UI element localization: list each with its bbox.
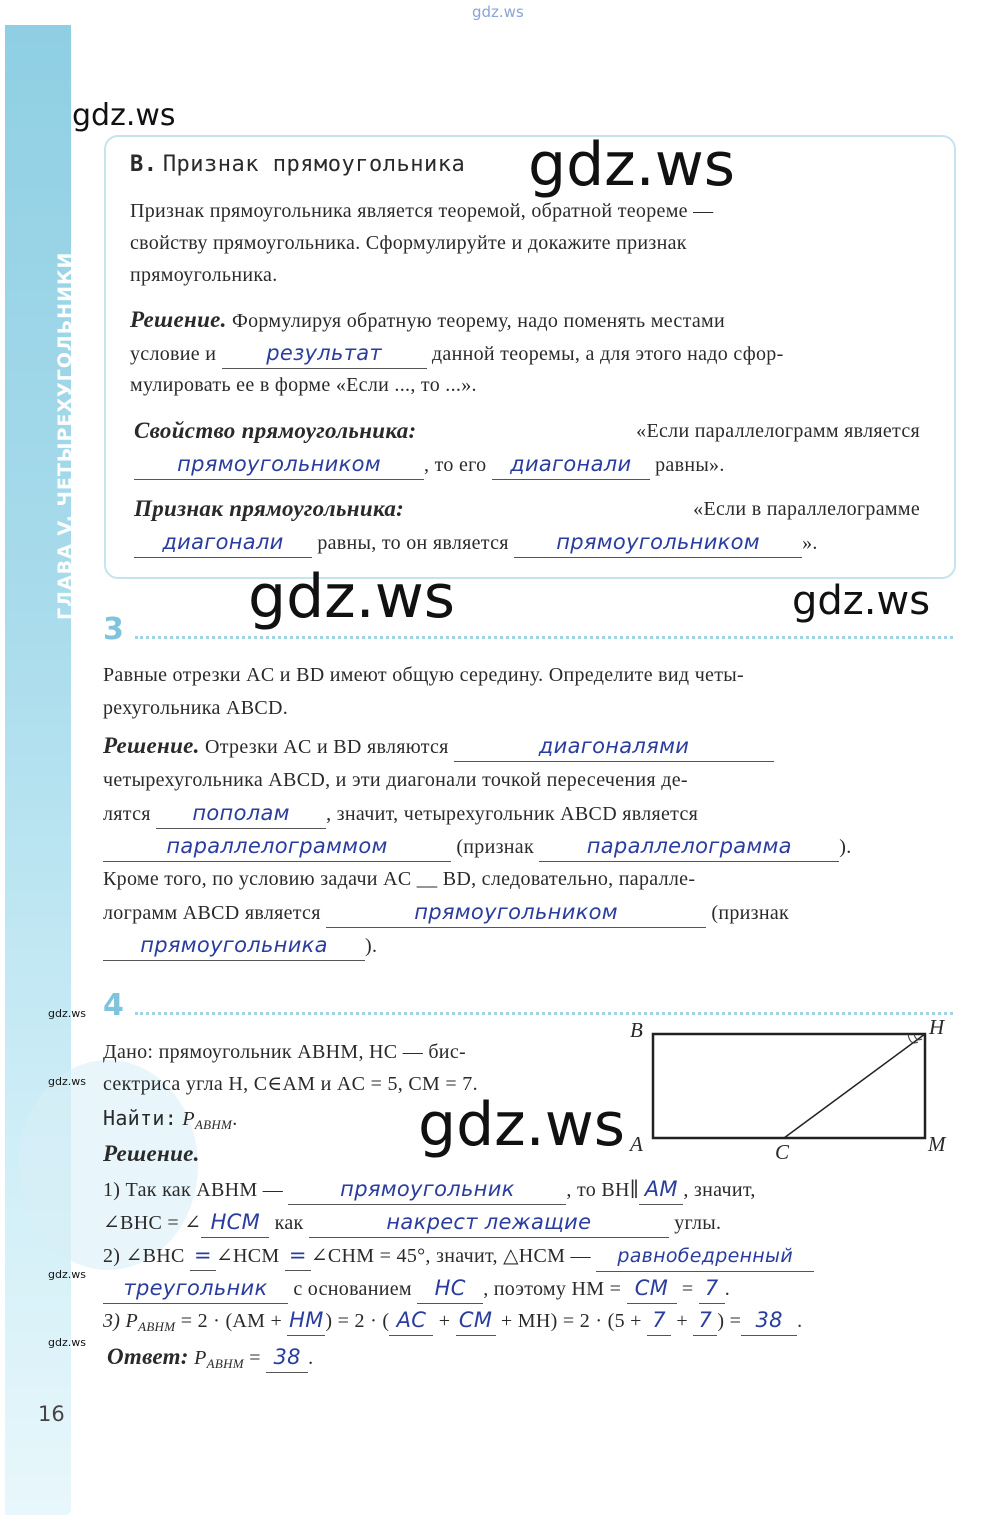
handwritten-answer: параллелограммом xyxy=(103,831,451,862)
handwritten-answer: прямоугольником xyxy=(514,527,802,558)
handwritten-answer: результат xyxy=(222,338,427,369)
task3-question-line: Равные отрезки AC и BD имеют общую середину. Определите вид четы- xyxy=(103,664,744,686)
rectangle-abhm xyxy=(653,1034,925,1138)
task4-solution-label: Решение. xyxy=(103,1141,200,1166)
chapter-sidebar xyxy=(5,25,71,1515)
handwritten-answer: AM xyxy=(639,1174,683,1205)
task3-solution-line: Решение. Отрезки AC и BD являются диагоналями xyxy=(103,731,774,762)
task4-given-line: Дано: прямоугольник ABHM, HC — бис- xyxy=(103,1041,466,1063)
watermark-small: gdz.ws xyxy=(48,1007,86,1020)
task4-find-line: Найти: $P_{ABHM}$. xyxy=(103,1106,238,1132)
section-b-text-line: свойству прямоугольника. Сформулируйте и докажите признак xyxy=(130,232,687,254)
page-number: 16 xyxy=(38,1402,65,1426)
handwritten-answer: 7 xyxy=(693,1305,717,1336)
handwritten-answer: треугольник xyxy=(103,1273,288,1304)
handwritten-answer: диагонали xyxy=(492,449,650,480)
handwritten-answer: равнобедренный xyxy=(596,1241,814,1272)
handwritten-answer: диагоналями xyxy=(454,731,774,762)
task3-solution-line: лятся пополам , значит, четырехугольник ABCD является xyxy=(103,798,698,829)
watermark-small: gdz.ws xyxy=(48,1075,86,1088)
vertex-label-m: M xyxy=(928,1132,946,1156)
task3-solution-line: Кроме того, по условию задачи AC __ BD, следовательно, паралле- xyxy=(103,868,696,890)
task4-step-line: ∠BHC = ∠ HCM как накрест лежащие углы. xyxy=(103,1207,721,1238)
handwritten-answer: HC xyxy=(417,1273,483,1304)
watermark-mid-right: gdz.ws xyxy=(792,578,931,624)
vertex-label-a: A xyxy=(630,1132,643,1156)
bisector-hc xyxy=(784,1034,925,1138)
section-b-solution-line: Решение. Формулируя обратную теорему, надо поменять местами xyxy=(130,307,725,332)
task3-solution-line: четырехугольника ABCD, и эти диагонали точкой пересечения де- xyxy=(103,769,688,791)
watermark-left-top: gdz.ws xyxy=(72,98,176,133)
task-number: 4 xyxy=(103,988,124,1023)
task4-given-line: сектриса угла H, C∈AM и AC = 5, CM = 7. xyxy=(103,1073,478,1095)
task3-solution-line: лограмм ABCD является прямоугольником (признак xyxy=(103,897,789,928)
chapter-title: ГЛАВА V. ЧЕТЫРЕХУГОЛЬНИКИ xyxy=(54,251,76,620)
watermark-small: gdz.ws xyxy=(48,1268,86,1281)
property-line: Свойство прямоугольника: «Если параллелограмм является xyxy=(134,418,920,443)
task3-question-line: рехугольника ABCD. xyxy=(103,697,289,719)
section-b-solution-line: условие и результат данной теоремы, а для этого надо сфор- xyxy=(130,338,784,369)
handwritten-answer: 38 xyxy=(266,1342,308,1373)
handwritten-answer: = xyxy=(285,1240,311,1271)
watermark-big-1: gdz.ws xyxy=(528,130,736,200)
handwritten-answer: 38 xyxy=(741,1305,797,1336)
handwritten-answer: HCM xyxy=(201,1207,269,1238)
handwritten-answer: 7 xyxy=(699,1273,725,1304)
watermark-big-2: gdz.ws xyxy=(248,562,456,632)
handwritten-answer: прямоугольником xyxy=(326,897,706,928)
handwritten-answer: прямоугольником xyxy=(134,449,424,480)
handwritten-answer: прямоугольника xyxy=(103,930,365,961)
task4-answer-line: Ответ: $P_{ABHM} = 38$ . xyxy=(107,1344,314,1371)
section-b-solution-line: мулировать ее в форме «Если ..., то ...». xyxy=(130,374,477,396)
handwritten-answer: параллелограмма xyxy=(539,831,839,862)
vertex-label-c: C xyxy=(775,1140,790,1164)
handwritten-answer: CM xyxy=(627,1273,677,1304)
task4-step-line: треугольник с основанием HC , поэтому HM = CM = 7 . xyxy=(103,1273,730,1304)
watermark-big-3: gdz.ws xyxy=(418,1090,626,1160)
dotted-rule xyxy=(135,636,953,639)
task-number: 3 xyxy=(103,612,124,647)
watermark-small: gdz.ws xyxy=(48,1336,86,1349)
handwritten-answer: накрест лежащие xyxy=(309,1207,669,1238)
section-b-text-line: Признак прямоугольника является теоремой, обратной теореме — xyxy=(130,200,714,222)
property-line: прямоугольником , то его диагонали равны». xyxy=(134,449,725,480)
section-b-text-line: прямоугольника. xyxy=(130,264,278,286)
handwritten-answer: 7 xyxy=(647,1305,671,1336)
section-b-heading: В. Признак прямоугольника xyxy=(130,152,466,177)
vertex-label-b: B xyxy=(630,1018,643,1042)
handwritten-answer: прямоугольник xyxy=(288,1174,566,1205)
handwritten-answer: диагонали xyxy=(134,527,312,558)
vertex-label-h: H xyxy=(929,1015,945,1039)
criterion-line: диагонали равны, то он является прямоугольником ». xyxy=(134,527,818,558)
task4-step-line: 1) Так как ABHM — прямоугольник , то BH∥ AM , значит, xyxy=(103,1174,756,1205)
watermark-top: gdz.ws xyxy=(472,3,524,21)
task3-solution-line: параллелограммом (признак параллелограмма ). xyxy=(103,831,852,862)
task4-step-line: 3) $P_{ABHM} = 2 \cdot (AM + HM) = 2$ · ( AC + CM + MH) = 2 · (5 + 7 + 7 ) = 38 . xyxy=(103,1305,802,1342)
handwritten-answer: = xyxy=(190,1240,216,1271)
handwritten-answer: CM xyxy=(456,1305,496,1336)
task4-step-line: 2) ∠BHC = ∠HCM = ∠CHM = 45°, значит, △HCM — равнобедренный xyxy=(103,1240,814,1272)
handwritten-answer: пополам xyxy=(156,798,326,829)
handwritten-answer: AC xyxy=(389,1305,433,1336)
rectangle-figure xyxy=(620,1012,960,1172)
criterion-line: Признак прямоугольника: «Если в параллелограмме xyxy=(134,496,920,521)
task3-solution-line: прямоугольника ). xyxy=(103,930,377,961)
handwritten-answer: HM xyxy=(287,1305,325,1336)
